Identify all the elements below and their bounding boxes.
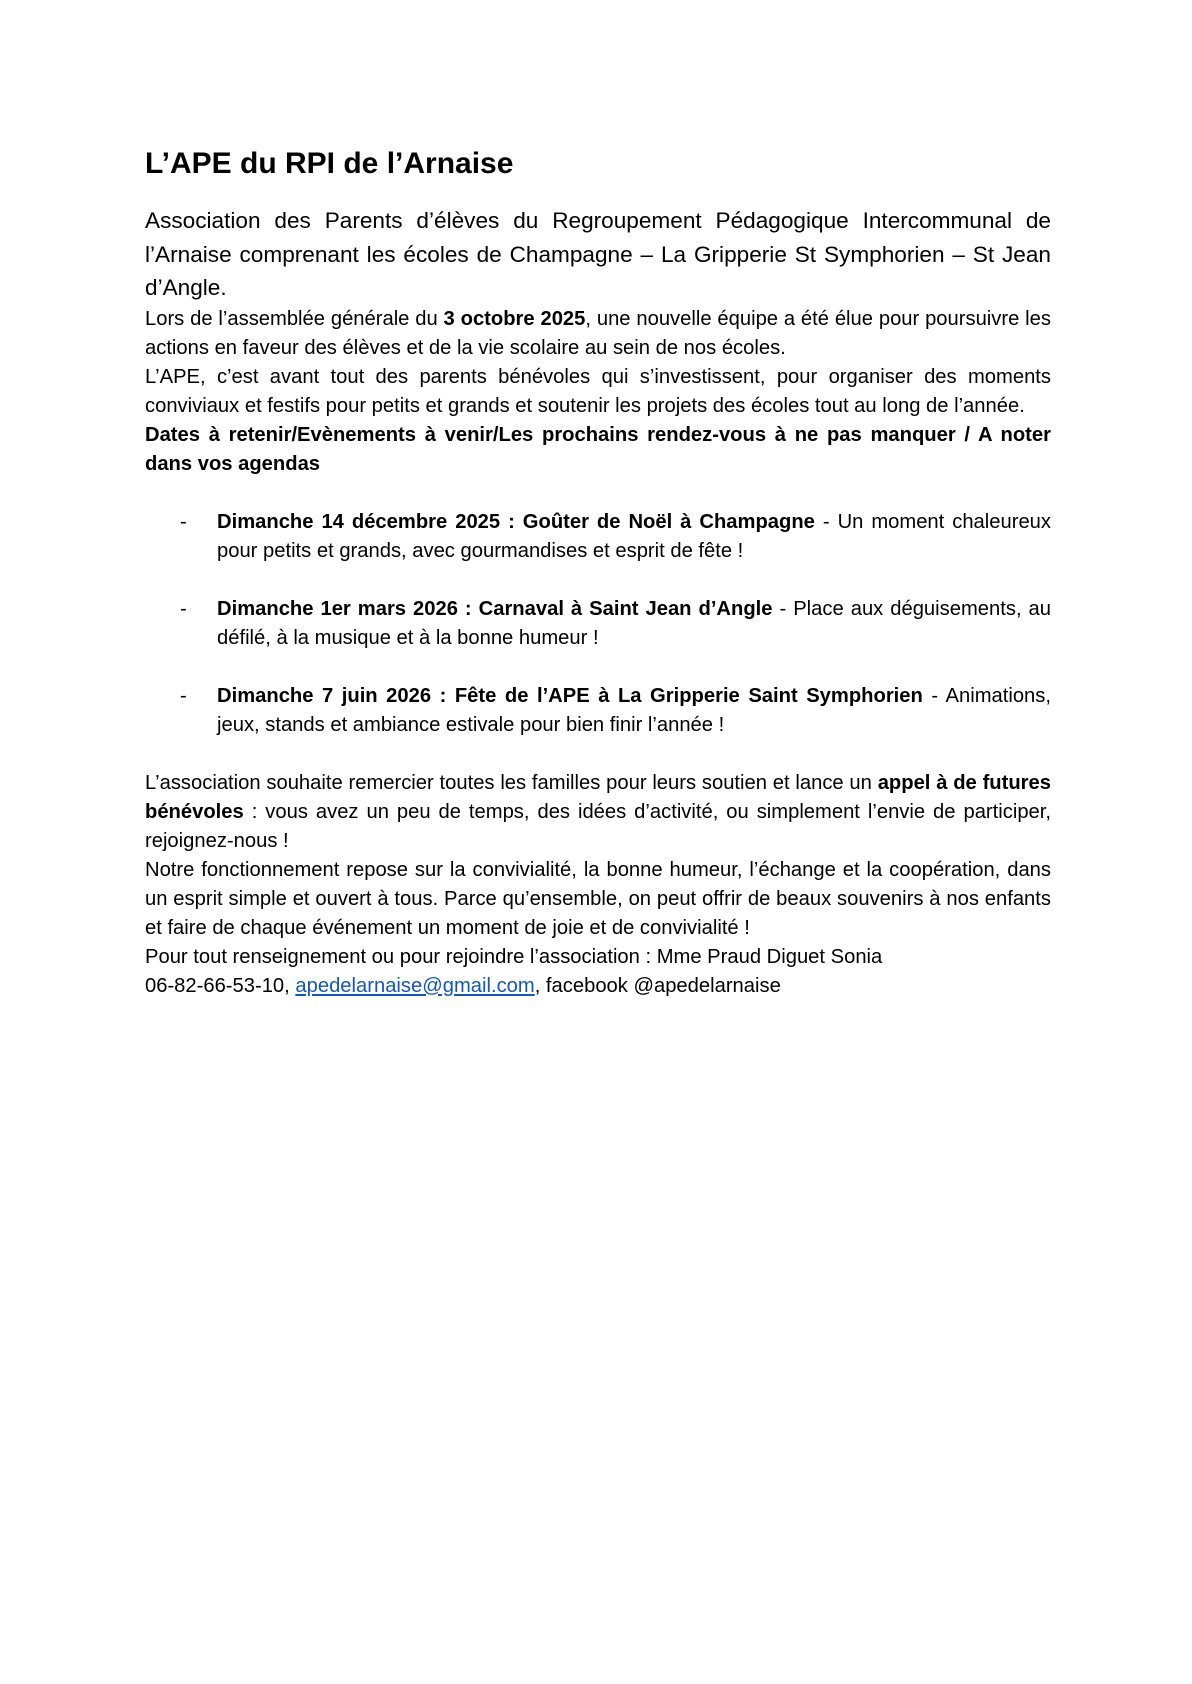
list-dash: - (180, 684, 187, 707)
assemblee-paragraph (145, 305, 1051, 363)
remerciement-text-before: L’association souhaite remercier toutes les familles pour leurs soutien et lance un (145, 771, 878, 794)
event-description: - Animations, jeux, stands et ambiance estivale pour bien finir l’année ! (217, 684, 1051, 736)
list-dash: - (180, 597, 187, 620)
document-title: L’APE du RPI de l’Arnaise (145, 147, 514, 180)
contact-line: Pour tout renseignement ou pour rejoindre l’association : Mme Praud Diguet Sonia (145, 945, 883, 968)
assemblee-text-before: Lors de l’assemblée générale du (145, 307, 444, 330)
assemblee-date: 3 octobre 2025 (443, 307, 586, 330)
dates-heading: Dates à retenir/Evènements à venir/Les prochains rendez-vous à ne pas manquer / A noter dans vos agendas (145, 423, 1051, 475)
event-description: - Place aux déguisements, au défilé, à la musique et à la bonne humeur ! (217, 597, 1051, 649)
remerciement-text-after: : vous avez un peu de temps, des idées d’activité, ou simplement l’envie de participer, rejoignez-nous ! (145, 800, 1051, 852)
event-title: Dimanche 14 décembre 2025 : Goûter de Noël à Champagne (217, 510, 815, 533)
event-item (145, 595, 1051, 653)
list-dash: - (180, 510, 187, 533)
contact-phone: 06-82-66-53-10, (145, 974, 296, 997)
intro-paragraph: Association des Parents d’élèves du Regroupement Pédagogique Intercommunal de l’Arnaise comprenant les écoles de Champagne – La Gripperie St Symphorien – St Jean d’Angle. (145, 208, 1051, 300)
assemblee-text-after: , une nouvelle équipe a été élue pour poursuivre les actions en faveur des élèves et de la vie scolaire au sein de nos écoles. (145, 307, 1051, 359)
fonctionnement-paragraph: Notre fonctionnement repose sur la convivialité, la bonne humeur, l’échange et la coopération, dans un esprit simple et ouvert à tous. Parce qu’ensemble, on peut offrir de beaux souvenirs à nos enfants et faire de chaque événement un moment de joie et de convivialité ! (145, 858, 1051, 939)
event-title: Dimanche 1er mars 2026 : Carnaval à Saint Jean d’Angle (217, 597, 773, 620)
remerciement-paragraph (145, 769, 1051, 856)
contact-facebook: , facebook @apedelarnaise (534, 974, 781, 997)
event-item (145, 682, 1051, 740)
ape-description-paragraph: L’APE, c’est avant tout des parents bénévoles qui s’investissent, pour organiser des moments conviviaux et festifs pour petits et grands et soutenir les projets des écoles tout au long de l’année. (145, 365, 1051, 417)
event-item (145, 508, 1051, 566)
document-page (145, 142, 1051, 1001)
email-link[interactable]: apedelarnaise@gmail.com (295, 974, 535, 997)
appel-benevoles: appel à de futures bénévoles (145, 771, 1051, 823)
event-title: Dimanche 7 juin 2026 : Fête de l’APE à La Gripperie Saint Symphorien (217, 684, 923, 707)
event-description: - Un moment chaleureux pour petits et grands, avec gourmandises et esprit de fête ! (217, 510, 1051, 562)
events-list (145, 508, 1051, 740)
contact-details (145, 972, 1051, 1001)
